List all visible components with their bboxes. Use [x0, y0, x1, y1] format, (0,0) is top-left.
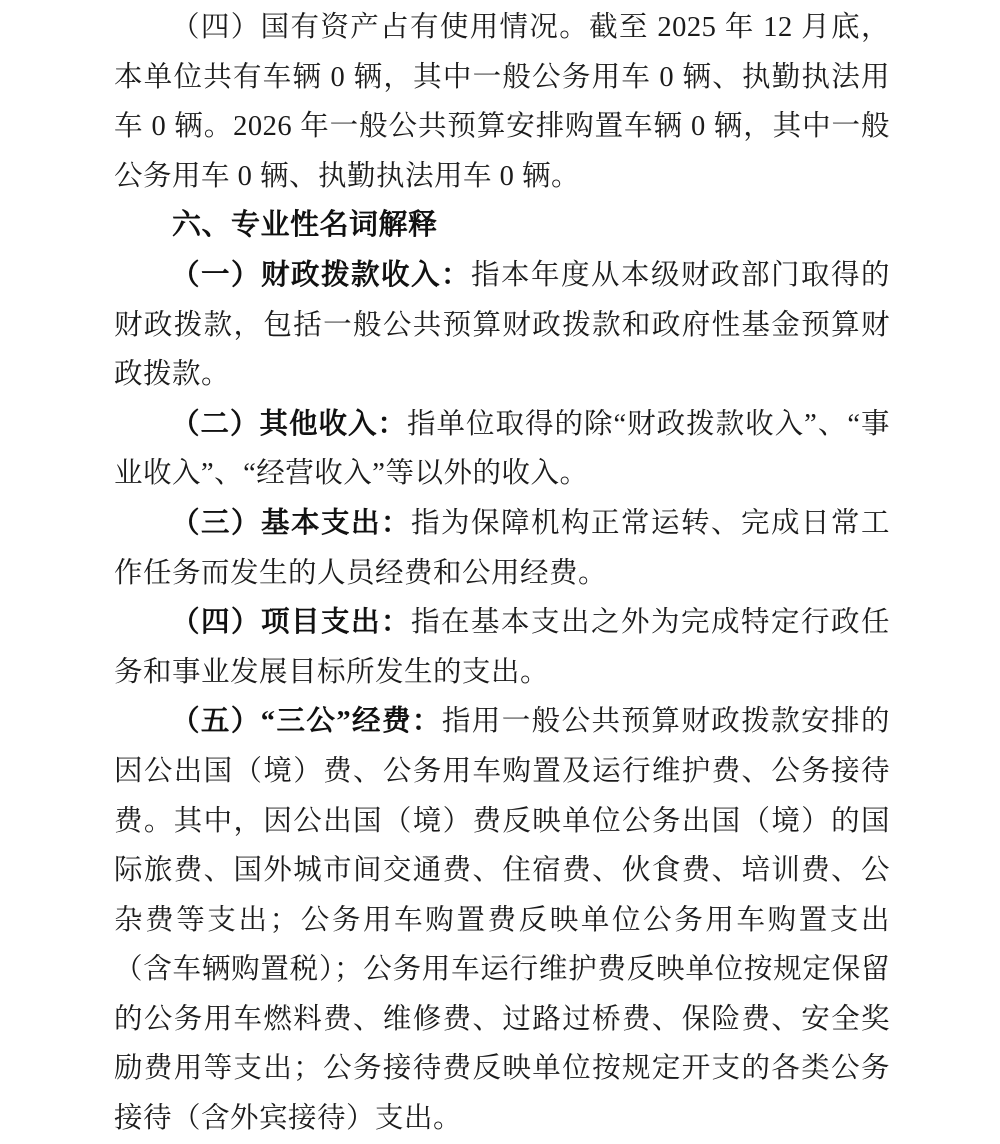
term-paragraph-basic-expenditure — [114, 499, 890, 598]
term-lead: （一）财政拨款收入： — [171, 259, 471, 291]
term-paragraph-other-income — [114, 400, 890, 499]
section-heading-terminology: 六、专业性名词解释 — [172, 209, 438, 242]
term-lead: （五）“三公”经费： — [171, 706, 442, 738]
term-body: 指单位取得的除“财政拨款收入”、“事业收入”、“经营收入”等以外的收入。 — [114, 408, 890, 490]
term-body: 指为保障机构正常运转、完成日常工作任务而发生的人员经费和公用经费。 — [114, 507, 890, 589]
state-assets-paragraph: （四）国有资产占有使用情况。截至 2025 年 12 月底，本单位共有车辆 0 辆，其中一般公务用车 0 辆、执勤执法用车 0 辆。2026 年一般公共预算安排购置车辆 0 辆，其中一般公务用车 0 辆、执勤执法用车 0 辆。 — [114, 12, 890, 192]
term-lead: （三）基本支出： — [171, 507, 411, 539]
term-body: 指本年度从本级财政部门取得的财政拨款，包括一般公共预算财政拨款和政府性基金预算财政拨款。 — [114, 259, 890, 391]
term-lead: （四）项目支出： — [171, 607, 411, 639]
term-body: 指用一般公共预算财政拨款安排的因公出国（境）费、公务用车购置及运行维护费、公务接待费。其中，因公出国（境）费反映单位公务出国（境）的国际旅费、国外城市间交通费、住宿费、伙食费、培训费、公杂费等支出；公务用车购置费反映单位公务用车购置支出（含车辆购置税）；公务用车运行维护费反映单位按规定保留的公务用车燃料费、维修费、过路过桥费、保险费、安全奖励费用等支出；公务接待费反映单位按规定开支的各类公务接待（含外宾接待）支出。 — [114, 706, 890, 1135]
term-lead: （二）其他收入： — [171, 408, 408, 440]
term-paragraph-fiscal-appropriation-income — [114, 251, 890, 400]
term-body: 指在基本支出之外为完成特定行政任务和事业发展目标所发生的支出。 — [114, 607, 890, 688]
term-paragraph-project-expenditure — [114, 598, 890, 697]
term-paragraph-three-public-funds — [114, 697, 890, 1143]
